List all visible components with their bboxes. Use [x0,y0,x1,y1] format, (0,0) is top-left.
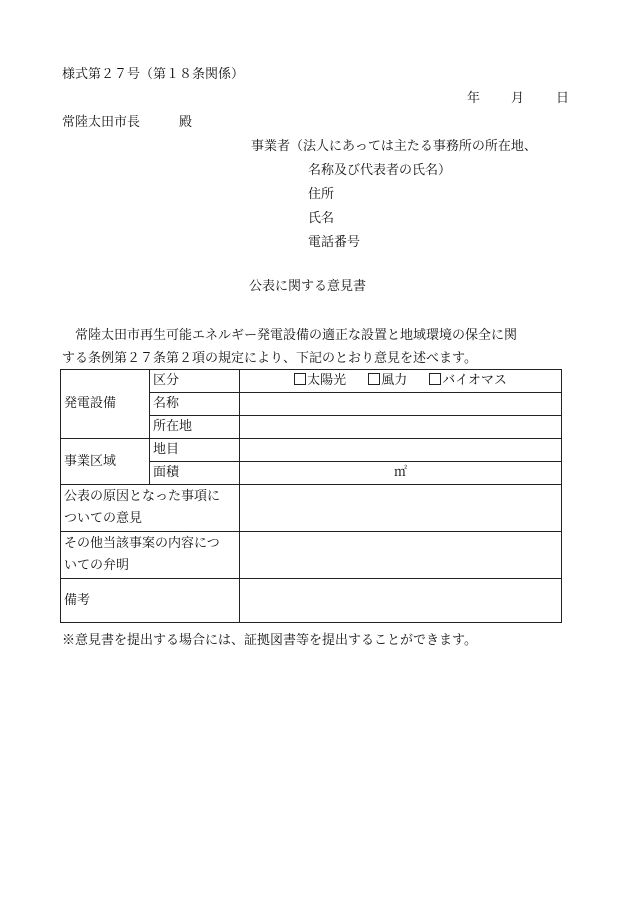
remarks-field[interactable] [240,579,562,623]
facility-location-label: 所在地 [150,416,240,439]
facility-location-field[interactable] [240,416,562,439]
applicant-heading-cont: 名称及び代表者の氏名） [308,163,452,178]
checkbox-icon[interactable] [429,373,441,385]
footnote: ※意見書を提出する場合には、証拠図書等を提出することができます。 [62,633,477,648]
remarks-label: 備考 [61,579,240,623]
other-explanation-field[interactable] [240,532,562,579]
cause-opinion-line-1: 公表の原因となった事項に [64,489,221,504]
other-explanation-label [61,532,240,579]
land-category-label: 地目 [150,439,240,462]
area-size-field[interactable] [240,462,562,485]
option-solar[interactable] [294,373,346,388]
applicant-heading: 事業者（法人にあっては主たる事務所の所在地、 [251,139,537,154]
other-explanation-line-2: いての弁明 [64,558,130,573]
facility-category-options [240,370,562,393]
option-biomass-label: バイオマス [442,373,507,388]
intro-paragraph [62,324,582,370]
land-category-field[interactable] [240,439,562,462]
other-explanation-line-1: その他当該事案の内容につ [64,536,220,551]
applicant-phone-label: 電話番号 [308,235,361,250]
checkbox-icon[interactable] [294,373,306,385]
option-biomass[interactable] [429,373,507,388]
facility-name-field[interactable] [240,393,562,416]
intro-line-1: 常陸太田市再生可能エネルギー発電設備の適正な設置と地域環境の保全に関 [75,328,518,343]
applicant-name-label: 氏名 [308,211,335,226]
option-wind-label: 風力 [381,373,408,388]
addressee-honorific: 殿 [179,115,193,130]
checkbox-icon[interactable] [368,373,380,385]
option-wind[interactable] [368,373,407,388]
form-number: 様式第２７号（第１８条関係） [62,67,245,82]
cause-opinion-field[interactable] [240,485,562,532]
date-month-label: 月 [511,91,525,106]
addressee-name: 常陸太田市長 [62,115,141,130]
opinion-form-table [60,369,562,623]
document-title: 公表に関する意見書 [249,279,367,294]
intro-line-2: する条例第２７条第２項の規定により、下記のとおり意見を述べます。 [62,351,477,366]
area-label: 事業区域 [61,439,150,485]
date-year-label: 年 [467,91,481,106]
facility-category-label: 区分 [150,370,240,393]
area-size-label: 面積 [150,462,240,485]
date-day-label: 日 [556,91,570,106]
applicant-address-label: 住所 [308,187,335,202]
facility-name-label: 名称 [150,393,240,416]
option-solar-label: 太陽光 [307,373,347,388]
cause-opinion-line-2: ついての意見 [64,511,143,526]
facility-label: 発電設備 [61,370,150,439]
cause-opinion-label [61,485,240,532]
area-unit: ㎡ [393,465,407,480]
